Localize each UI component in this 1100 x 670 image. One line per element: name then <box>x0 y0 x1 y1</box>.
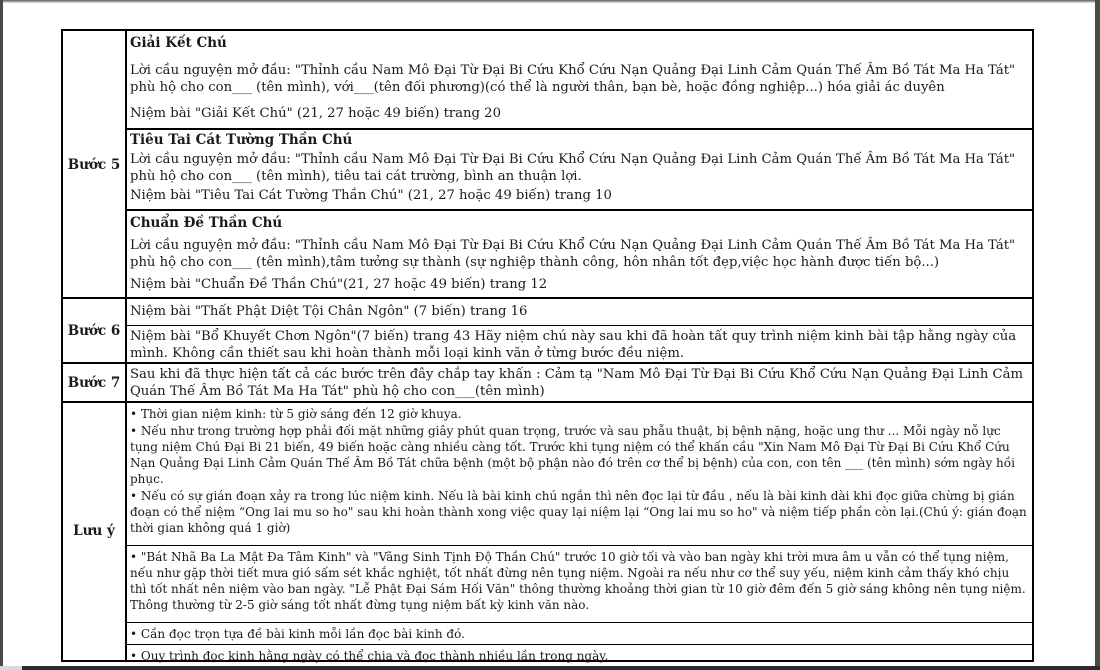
block-tieu-tai-cat-tuong <box>127 128 1032 209</box>
recite-that-phat: Niệm bài "Thất Phật Diệt Tội Chân Ngôn" (7 biến) trang 16 <box>130 304 528 319</box>
viewer-bottom-bar-highlight <box>0 666 22 670</box>
note-item: • Cần đọc trọn tựa đề bài kinh mỗi lần đọc bài kinh đó. <box>130 627 465 641</box>
step-7-row <box>63 362 1032 403</box>
note-item: • Thời gian niệm kinh: từ 5 giờ sáng đến 12 giờ khuya. <box>130 407 462 421</box>
notes-read-title <box>127 622 1032 644</box>
block-prayer: Lời cầu nguyện mở đầu: "Thỉnh cầu Nam Mô Đại Từ Đại Bi Cứu Khổ Cứu Nạn Quảng Đại Linh Cảm Quán Thế Âm Bồ Tát Ma Ha Tát" phù hộ cho con___ (tên mình), với___(tên đối phương)(có thể là người thân, bạn bè, hoặc đồng nghiệp...) hóa giải ác duyên <box>130 63 1016 95</box>
recite-bo-khuyet: Niệm bài "Bổ Khuyết Chơn Ngôn"(7 biến) trang 43 Hãy niệm chú này sau khi đã hoàn tất quy trình niệm kinh bài tập hằng ngày của mình. Không cần thiết sau khi hoàn thành mỗi loại kinh văn ở từng bước đều niệm. <box>130 329 1017 361</box>
notes-row <box>63 401 1032 663</box>
block-prayer: Lời cầu nguyện mở đầu: "Thỉnh cầu Nam Mô Đại Từ Đại Bi Cứu Khổ Cứu Nạn Quảng Đại Linh Cảm Quán Thế Âm Bồ Tát Ma Ha Tát" phù hộ cho con___ (tên mình), tiêu tai cát trường, bình an thuận lợi. <box>130 152 1016 184</box>
step-label: Bước 7 <box>63 364 127 403</box>
block-prayer: Lời cầu nguyện mở đầu: "Thỉnh cầu Nam Mô Đại Từ Đại Bi Cứu Khổ Cứu Nạn Quảng Đại Linh Cảm Quán Thế Âm Bồ Tát Ma Ha Tát" phù hộ cho con___ (tên mình),tâm tưởng sự thành (sự nghiệp thành công, hôn nhân tốt đẹp,việc học hành được tiến bộ...) <box>130 238 1016 270</box>
viewer-right-edge <box>1095 0 1100 670</box>
viewer-left-edge <box>0 0 3 670</box>
block-title: Giải Kết Chú <box>130 35 227 51</box>
block-recite: Niệm bài "Giải Kết Chú" (21, 27 hoặc 49 biến) trang 20 <box>130 106 501 121</box>
step-5-row <box>63 31 1032 299</box>
note-item: • Nếu có sự gián đoạn xảy ra trong lúc niệm kinh. Nếu là bài kinh chú ngắn thì nên đọc lại từ đầu , nếu là bài kinh dài khi đọc giữa chừng bị gián đoạn có thể niệm “Ong lai mu so ho" sau khi hoàn thành xong việc quay lại niệm lại “Ong lai mu so ho" và niệm tiếp phần còn lại.(Chú ý: gián đoạn thời gian không quá 1 giờ) <box>130 489 1027 535</box>
viewer-top-edge <box>0 0 1100 3</box>
step-6-row <box>63 297 1032 364</box>
notes-daily-split <box>127 644 1032 664</box>
step-label: Bước 5 <box>63 31 127 299</box>
viewer-bottom-bar <box>0 666 1100 670</box>
notes-chanting-times <box>127 545 1032 622</box>
block-chuan-de-than-chu <box>127 209 1032 299</box>
procedure-table <box>61 29 1034 662</box>
step-5-content <box>127 31 1032 299</box>
block-recite: Niệm bài "Chuẩn Đề Thần Chú"(21, 27 hoặc 49 biến) trang 12 <box>130 277 548 292</box>
step-label: Bước 6 <box>63 299 127 364</box>
block-recite: Niệm bài "Tiêu Tai Cát Tường Thần Chú" (21, 27 hoặc 49 biến) trang 10 <box>130 188 612 203</box>
block-title: Chuẩn Đề Thần Chú <box>130 215 283 231</box>
step-7-text <box>127 364 1032 400</box>
step-6-line <box>127 299 1032 325</box>
step-7-content <box>127 364 1032 403</box>
note-item: • "Bát Nhã Ba La Mật Đa Tâm Kinh" và "Vãng Sinh Tịnh Độ Thần Chú" trước 10 giờ tối và vào ban ngày khi trời mưa âm u vẫn có thể tụng niệm, nếu như gặp thời tiết mưa gió sấm sét khắc nghiệt, tốt nhất đừng nên tụng niệm. Ngoài ra nếu như cơ thể suy yếu, niệm kinh cảm thấy khó chịu thì tốt nhất nên niệm vào ban ngày. "Lễ Phật Đại Sám Hối Văn" thông thường khoảng thời gian từ 10 giờ đêm đến 5 giờ sáng không nên tụng niệm. Thông thường từ 2-5 giờ sáng tốt nhất đừng tụng niệm bất kỳ kinh văn nào. <box>130 550 1026 612</box>
step-6-content <box>127 299 1032 364</box>
block-giai-ket-chu <box>127 31 1032 128</box>
note-item: • Nếu như trong trường hợp phải đối mặt những giây phút quan trọng, trước và sau phẫu thuật, bị bệnh nặng, hoặc ung thư ... Mỗi ngày nỗ lực tụng niệm Chú Đại Bi 21 biến, 49 biến hoặc càng nhiều càng tốt. Trước khi tụng niệm có thể khấn cầu "Xin Nam Mô Đại Từ Đại Bi Cứu Khổ Cứu Nạn Quảng Đại Linh Cảm Quán Thế Âm Bồ Tát chữa bệnh (một bộ phận nào đó trên cơ thể bị bệnh) của con, con tên ___ (tên mình) sớm ngày hồi phục. <box>130 424 1015 486</box>
block-title: Tiêu Tai Cát Tường Thần Chú <box>130 132 353 148</box>
notes-main <box>127 403 1032 545</box>
closing-prayer: Sau khi đã thực hiện tất cả các bước trên đây chắp tay khấn : Cảm tạ "Nam Mô Đại Từ Đại Bi Cứu Khổ Cứu Nạn Quảng Đại Linh Cảm Quán Thế Âm Bồ Tát Ma Ha Tát" phù hộ cho con___(tên mình) <box>130 367 1023 399</box>
notes-content <box>127 403 1032 663</box>
note-item: • Quy trình đọc kinh hằng ngày có thể chia và đọc thành nhiều lần trong ngày. <box>130 649 609 663</box>
notes-label: Lưu ý <box>63 403 127 660</box>
step-6-line <box>127 325 1032 364</box>
